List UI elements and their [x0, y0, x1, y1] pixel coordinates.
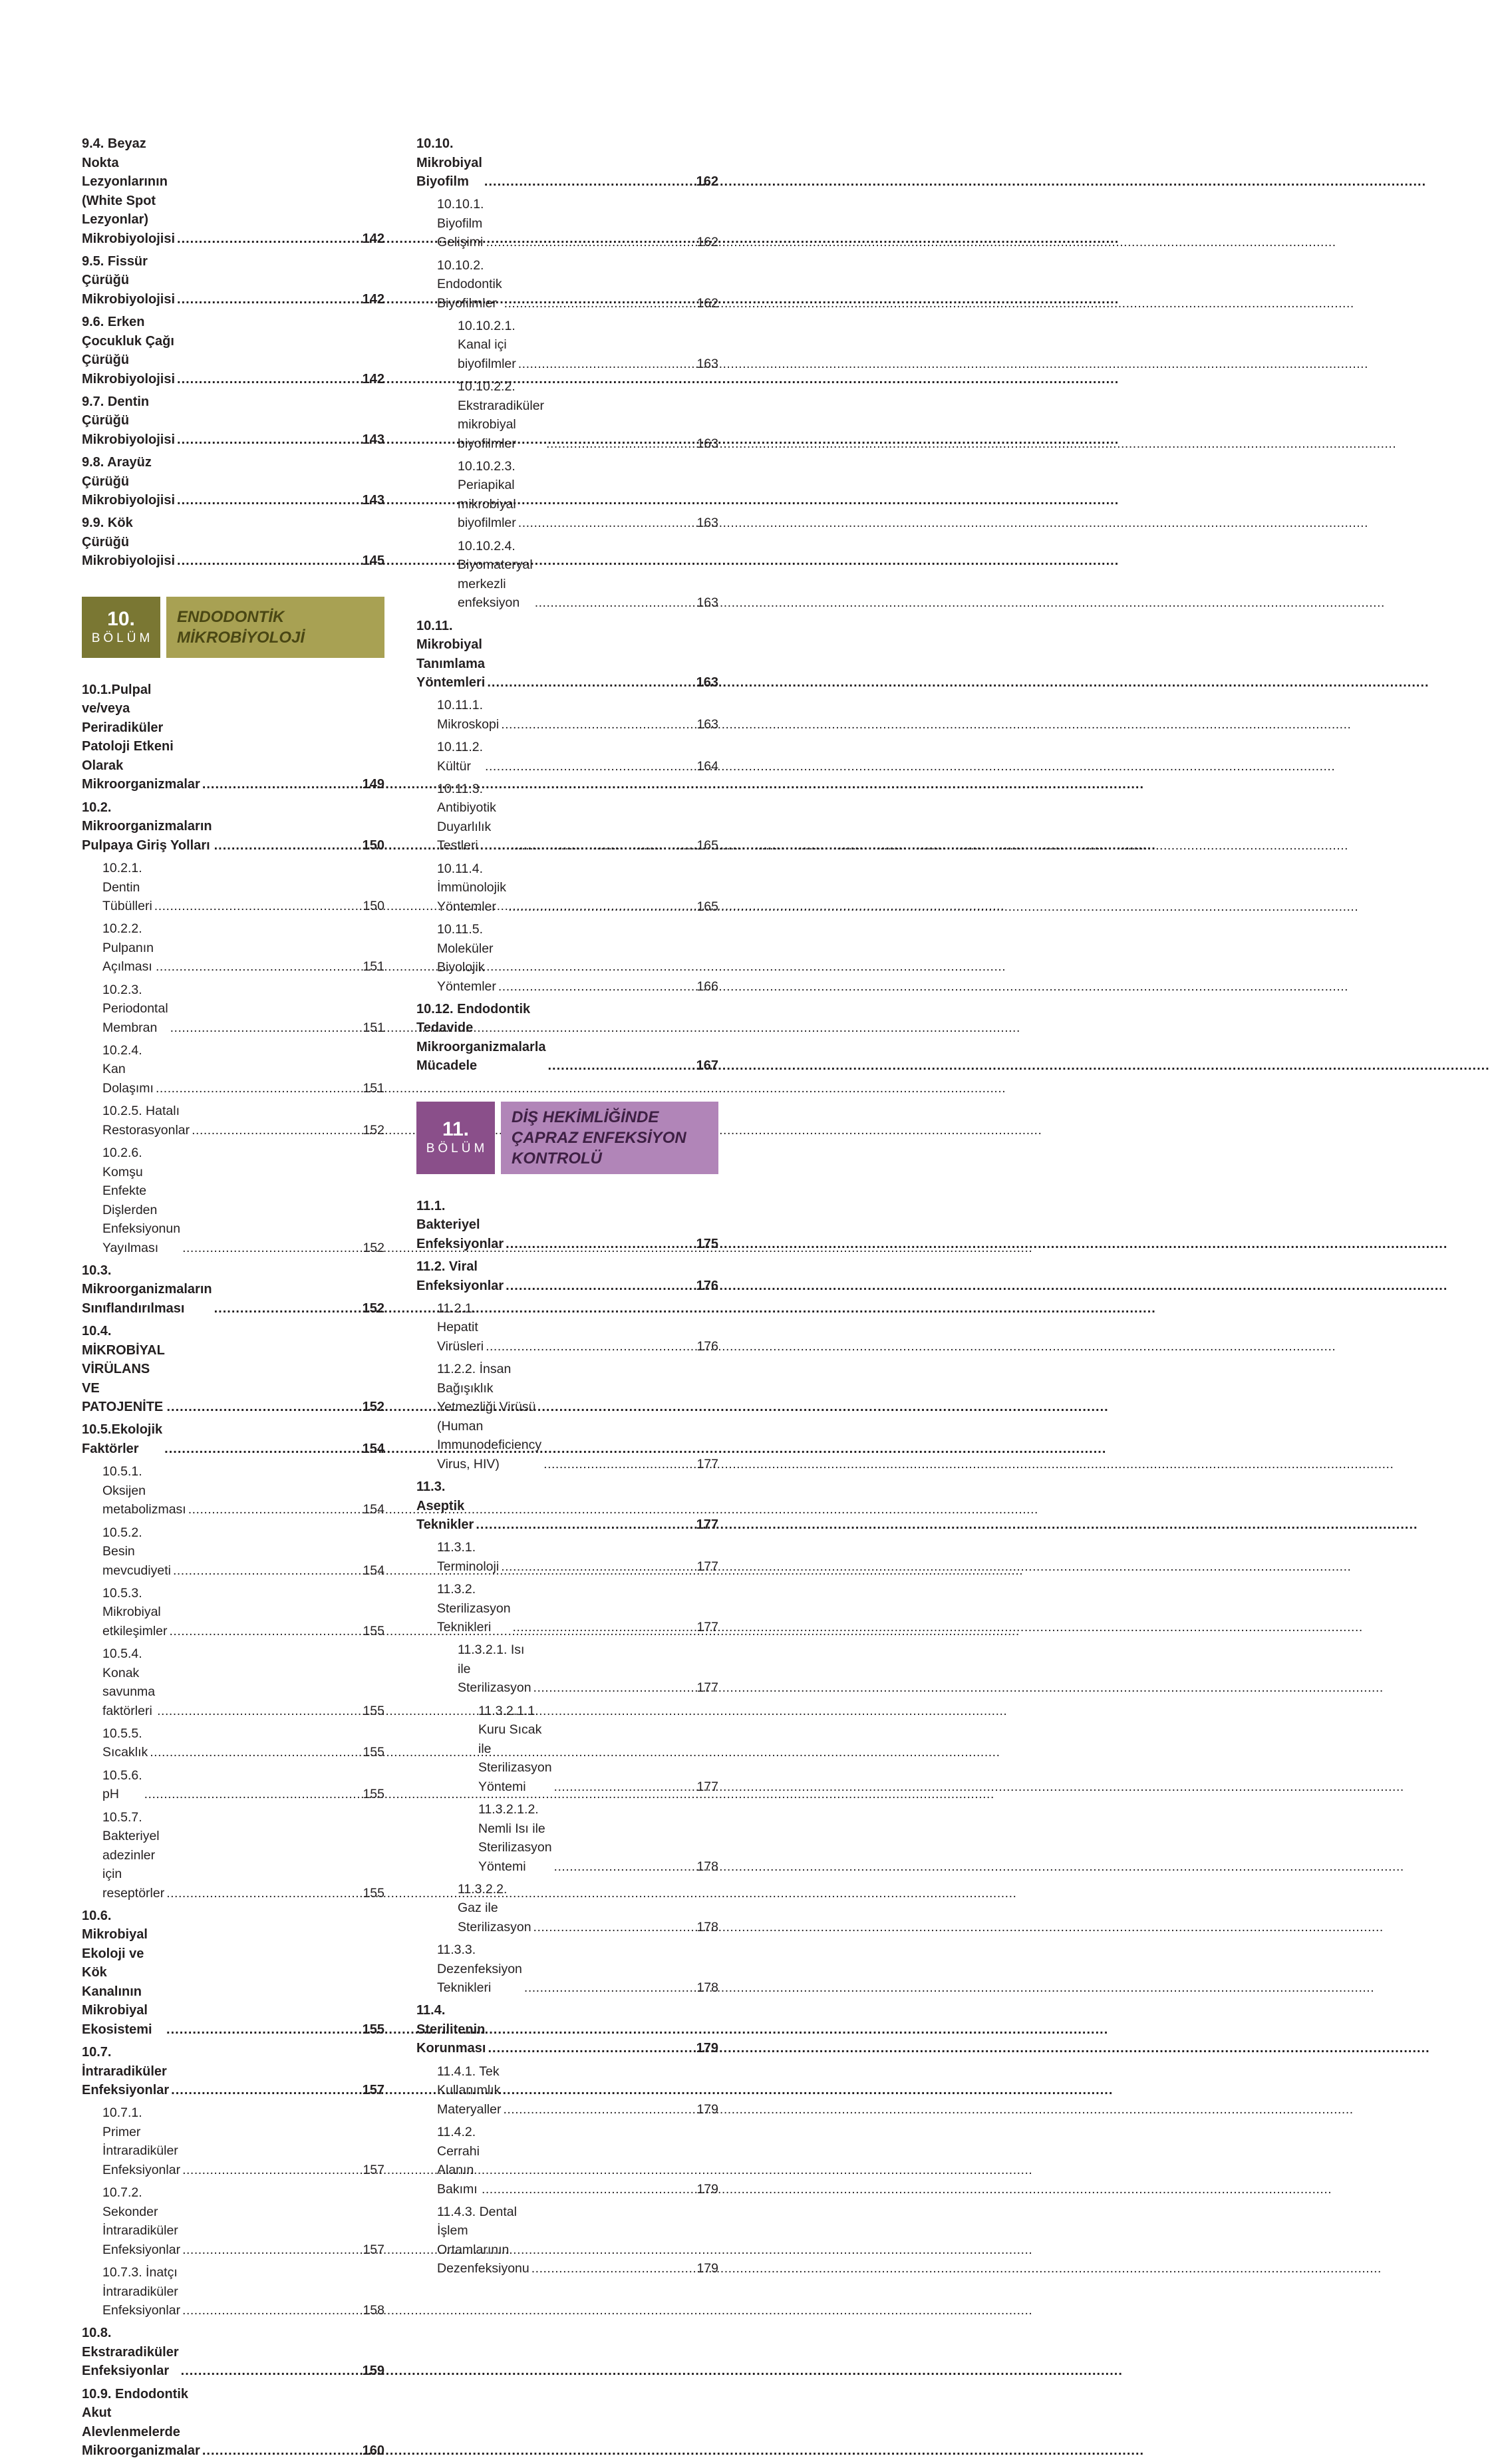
toc-page-number: 142 — [362, 231, 384, 246]
dot-leader — [484, 172, 694, 192]
toc-page-number: 165 — [696, 899, 718, 914]
toc-page-number: 145 — [362, 553, 384, 569]
toc-entry[interactable] — [82, 252, 384, 309]
dot-leader — [181, 2362, 361, 2381]
toc-page-number: 155 — [363, 1745, 384, 1760]
toc-page-number: 166 — [696, 979, 718, 994]
toc-page-number: 176 — [696, 1278, 718, 1293]
toc-entry[interactable] — [416, 1940, 718, 1998]
toc-entry[interactable] — [416, 2001, 718, 2058]
dot-leader — [157, 1702, 361, 1721]
toc-page-number: 177 — [696, 1779, 718, 1794]
toc-page-number: 163 — [696, 436, 718, 451]
toc-entry[interactable] — [82, 859, 384, 916]
toc-entry[interactable] — [82, 2183, 384, 2259]
dot-leader — [177, 290, 361, 309]
dot-leader — [503, 2100, 694, 2119]
toc-entry-title: 10.11.1. Mikroskopi — [437, 698, 500, 732]
dot-leader — [166, 1884, 361, 1903]
toc-page-number: 163 — [696, 356, 718, 371]
dot-leader — [531, 2259, 695, 2278]
toc-entry-title: 9.9. Kök Çürüğü Mikrobiyolojisi — [82, 516, 176, 569]
toc-entry[interactable] — [82, 1808, 384, 1903]
dot-leader — [535, 593, 695, 613]
toc-page-number: 155 — [363, 1623, 384, 1638]
toc-entry[interactable] — [416, 780, 718, 855]
toc-page-number: 162 — [696, 235, 718, 250]
toc-entry[interactable] — [416, 1197, 718, 1254]
toc-entry[interactable] — [82, 1144, 384, 1257]
toc-entry-title: 10.11.3. Antibiyotik Duyarlılık Testleri — [437, 781, 496, 853]
toc-page-number: 162 — [696, 174, 718, 189]
toc-page-number: 177 — [696, 1680, 718, 1696]
toc-entry[interactable] — [416, 920, 718, 996]
dot-leader — [546, 434, 694, 454]
toc-entry[interactable] — [82, 134, 384, 248]
toc-page-number: 159 — [362, 2364, 384, 2379]
toc-page-number: 150 — [362, 838, 384, 853]
chapter-title-line: MİKROBİYOLOJİ — [177, 628, 305, 647]
toc-entry[interactable] — [416, 1360, 718, 1473]
toc-entry-title: 10.7.2. Sekonder İntraradiküler Enfeksiyonlar — [102, 2185, 181, 2257]
toc-entry[interactable] — [416, 1580, 718, 1637]
dot-leader — [486, 1337, 694, 1356]
dot-leader — [504, 294, 695, 313]
toc-entry[interactable] — [416, 1702, 718, 1797]
toc-entry[interactable] — [416, 457, 718, 533]
toc-entry-title: 10.2. Mikroorganizmaların Pulpaya Giriş Yolları — [82, 800, 212, 853]
toc-page-number: 152 — [362, 1301, 384, 1316]
dot-leader — [524, 1978, 695, 1998]
toc-page-number: 157 — [363, 2162, 384, 2177]
toc-entry-title: 9.6. Erken Çocukluk Çağı Çürüğü Mikrobiyolojisi — [82, 315, 176, 386]
toc-entry-title: 11.3.2.2. Gaz ile Sterilizasyon — [458, 1881, 531, 1934]
toc-page-number: 155 — [363, 1703, 384, 1718]
toc-entry[interactable] — [82, 2103, 384, 2179]
dot-leader — [166, 2020, 361, 2040]
toc-page-number: 158 — [363, 2303, 384, 2318]
toc-page-number: 163 — [696, 595, 718, 611]
toc-page-number: 152 — [363, 1240, 384, 1255]
toc-entry-title: 10.9. Endodontik Akut Alevlenmelerde Mikroorganizmalar — [82, 2386, 200, 2459]
dot-leader — [533, 1918, 695, 1937]
toc-group — [416, 1197, 718, 2278]
toc-entry[interactable] — [82, 1462, 384, 1519]
toc-entry[interactable] — [416, 2123, 718, 2199]
toc-entry-title: 10.6. Mikrobiyal Ekoloji ve Kök Kanalının Mikrobiyal Ekosistemi — [82, 1908, 152, 2037]
dot-leader — [164, 1440, 360, 1459]
toc-entry[interactable] — [416, 1538, 718, 1576]
chapter-word: BÖLÜM — [426, 1142, 488, 1156]
dot-leader — [554, 1777, 695, 1797]
toc-entry-title: 11.3.2. Sterilizasyon Teknikleri — [437, 1582, 511, 1635]
toc-entry-title: 10.10.1. Biyofilm Gelişimi — [437, 197, 484, 250]
toc-page-number: 177 — [696, 1517, 718, 1533]
toc-entry-title: 10.11. Mikrobiyal Tanımlama Yöntemleri — [416, 618, 486, 691]
toc-page-number: 178 — [696, 1859, 718, 1874]
toc-entry-title: 10.1.Pulpal ve/veya Periradiküler Patoloji Etkeni Olarak Mikroorganizmalar — [82, 682, 200, 792]
dot-leader — [182, 2161, 361, 2180]
dot-leader — [170, 1018, 361, 1038]
toc-page-number: 179 — [696, 2101, 718, 2117]
chapter-number: 10. — [107, 607, 135, 630]
toc-entry-title: 10.10.2.2. Ekstraradiküler mikrobiyal biyofilmler — [458, 379, 545, 451]
dot-leader — [488, 2039, 694, 2058]
toc-entry-title: 10.5.Ekolojik Faktörler — [82, 1422, 163, 1456]
toc-entry-title: 11.4.3. Dental İşlem Ortamlarının Dezenfeksiyonu — [437, 2204, 529, 2276]
toc-entry[interactable] — [82, 1261, 384, 1318]
dot-leader — [214, 836, 361, 855]
toc-entry[interactable] — [416, 256, 718, 313]
toc-column-right — [416, 134, 718, 2282]
toc-entry[interactable] — [82, 1041, 384, 1098]
toc-page-number: 179 — [696, 2041, 718, 2056]
toc-entry-title: 11.4.1. Tek Kullanımlık Materyaller — [437, 2064, 502, 2117]
toc-entry[interactable] — [82, 2385, 384, 2461]
toc-entry[interactable] — [416, 1257, 718, 1295]
dot-leader — [518, 514, 695, 533]
toc-entry[interactable] — [82, 453, 384, 510]
toc-entry[interactable] — [82, 981, 384, 1038]
toc-entry-title: 11.3. Aseptik Teknikler — [416, 1479, 474, 1533]
toc-entry-title: 11.3.2.1. Isı ile Sterilizasyon — [458, 1642, 531, 1696]
toc-entry-title: 10.10.2.4. Biyomateryal merkezli enfeksiyon — [458, 538, 533, 611]
toc-page-number: 163 — [696, 516, 718, 531]
toc-entry-title: 10.7.3. İnatçı İntraradiküler Enfeksiyonlar — [102, 2265, 181, 2318]
toc-page-number: 178 — [696, 1919, 718, 1934]
toc-entry-title: 9.5. Fissür Çürüğü Mikrobiyolojisi — [82, 253, 176, 307]
toc-entry-title: 9.7. Dentin Çürüğü Mikrobiyolojisi — [82, 394, 176, 447]
toc-entry[interactable] — [416, 317, 718, 374]
toc-column-left — [82, 134, 384, 2464]
chapter-title-line: ÇAPRAZ ENFEKSİYON — [512, 1128, 686, 1147]
dot-leader — [177, 491, 361, 510]
dot-leader — [533, 1678, 695, 1698]
dot-leader — [501, 1557, 694, 1577]
toc-entry-title: 10.2.5. Hatalı Restorasyonlar — [102, 1104, 190, 1138]
toc-entry-title: 11.3.3. Dezenfeksiyon Teknikleri — [437, 1942, 522, 1996]
toc-entry-title: 10.11.5. Moleküler Biyolojik Yöntemler — [437, 922, 496, 994]
toc-entry[interactable] — [82, 1584, 384, 1641]
toc-entry-title: 11.4.2. Cerrahi Alanın Bakımı — [437, 2125, 480, 2197]
toc-entry[interactable] — [416, 134, 718, 192]
toc-page-number: 149 — [362, 777, 384, 792]
chapter-title-line: DİŞ HEKİMLİĞİNDE — [512, 1108, 659, 1126]
toc-entry[interactable] — [416, 738, 718, 776]
toc-entry-title: 11.3.1. Terminoloji — [437, 1540, 500, 1574]
toc-entry-title: 10.7.1. Primer İntraradiküler Enfeksiyonlar — [102, 2105, 181, 2177]
toc-entry-title: 10.10.2. Endodontik Biyofilmler — [437, 257, 502, 311]
dot-leader — [144, 1785, 361, 1804]
toc-page-number: 150 — [363, 899, 384, 914]
toc-entry-title: 10.10.2.1. Kanal içi biyofilmler — [458, 318, 516, 371]
toc-page-number: 163 — [696, 675, 718, 691]
dot-leader — [513, 1618, 695, 1637]
toc-page-number: 152 — [362, 1400, 384, 1415]
chapter-number-box — [416, 1102, 495, 1174]
dot-leader — [188, 1500, 361, 1519]
toc-entry[interactable] — [416, 537, 718, 613]
dot-leader — [501, 715, 694, 734]
dot-leader — [182, 2301, 361, 2320]
toc-entry-title: 10.5.5. Sıcaklık — [102, 1726, 148, 1760]
dot-leader — [166, 1398, 360, 1417]
toc-entry-title: 10.2.1. Dentin Tübülleri — [102, 861, 152, 914]
toc-entry[interactable] — [416, 859, 718, 917]
toc-entry-title: 11.4. Sterilitenin Korunması — [416, 2003, 486, 2056]
dot-leader — [156, 1079, 361, 1098]
toc-entry-title: 9.8. Arayüz Çürüğü Mikrobiyolojisi — [82, 455, 176, 508]
chapter-title[interactable] — [166, 597, 384, 658]
toc-entry-title: 10.5.4. Konak savunma faktörleri — [102, 1646, 156, 1718]
toc-entry[interactable] — [416, 1880, 718, 1937]
dot-leader — [202, 775, 361, 794]
dot-leader — [498, 836, 695, 855]
toc-entry[interactable] — [416, 1640, 718, 1698]
toc-entry-title: 10.5.1. Oksijen metabolizması — [102, 1464, 186, 1517]
dot-leader — [173, 1561, 361, 1581]
dot-leader — [506, 1235, 694, 1254]
dot-leader — [171, 2081, 360, 2100]
dot-leader — [154, 897, 361, 916]
chapter-number-box — [82, 597, 160, 658]
toc-entry-title: 10.7. İntraradiküler Enfeksiyonlar — [82, 2045, 170, 2098]
toc-entry-title: 10.2.6. Komşu Enfekte Dişlerden Enfeksiyonun Yayılması — [102, 1146, 181, 1255]
dot-leader — [543, 1455, 694, 1474]
toc-group — [82, 134, 384, 571]
toc-page-number: 163 — [696, 716, 718, 732]
toc-page-number: 143 — [362, 432, 384, 447]
toc-entry[interactable] — [82, 1322, 384, 1417]
toc-entry[interactable] — [416, 1477, 718, 1535]
toc-entry-title: 9.4. Beyaz Nokta Lezyonlarının (White Spot Lezyonlar) Mikrobiyolojisi — [82, 136, 176, 246]
chapter-title-line: ENDODONTİK — [177, 607, 285, 626]
dot-leader — [508, 897, 694, 917]
toc-entry-title: 10.10. Mikrobiyal Biyofilm — [416, 136, 482, 189]
chapter-word: BÖLÜM — [91, 631, 154, 645]
toc-entry-title: 10.2.3. Periodontal Membran — [102, 982, 168, 1035]
toc-page-number: 151 — [363, 959, 384, 975]
toc-entry[interactable] — [82, 2043, 384, 2100]
toc-page-number: 179 — [696, 2181, 718, 2197]
toc-entry-title: 10.11.4. İmmünolojik Yöntemler — [437, 861, 507, 914]
dot-leader — [486, 233, 694, 252]
toc-entry[interactable] — [82, 392, 384, 450]
dot-leader — [177, 430, 361, 450]
toc-entry[interactable] — [416, 617, 718, 693]
toc-entry[interactable] — [416, 1800, 718, 1876]
toc-entry-title: 10.4. MİKROBİYAL VİRÜLANS VE PATOJENİTE — [82, 1324, 165, 1415]
toc-entry-title: 11.1. Bakteriyel Enfeksiyonlar — [416, 1198, 504, 1251]
dot-leader — [177, 230, 361, 249]
toc-entry-title: 10.8. Ekstraradiküler Enfeksiyonlar — [82, 2326, 179, 2379]
toc-entry[interactable] — [82, 1523, 384, 1581]
toc-entry[interactable] — [82, 514, 384, 571]
toc-page-number: 165 — [696, 838, 718, 853]
dot-leader — [202, 2441, 361, 2461]
toc-entry[interactable] — [82, 1420, 384, 1458]
toc-entry[interactable] — [82, 1644, 384, 1720]
toc-entry-title: 10.10.2.3. Periapikal mikrobiyal biyofilmler — [458, 458, 516, 531]
toc-entry[interactable] — [82, 313, 384, 388]
toc-page-number: 162 — [696, 295, 718, 311]
toc-page-number: 154 — [363, 1563, 384, 1578]
toc-entry[interactable] — [82, 2263, 384, 2320]
dot-leader — [150, 1743, 361, 1762]
dot-leader — [506, 1277, 694, 1296]
toc-page-number: 177 — [696, 1456, 718, 1471]
toc-page-number: 179 — [696, 2261, 718, 2276]
toc-entry[interactable] — [82, 1102, 384, 1140]
toc-entry[interactable] — [416, 696, 718, 734]
toc-page-number: 167 — [696, 1058, 718, 1074]
dot-leader — [487, 673, 694, 693]
dot-leader — [554, 1857, 695, 1877]
toc-page-number: 154 — [363, 1502, 384, 1517]
toc-page-number: 151 — [363, 1080, 384, 1096]
dot-leader — [170, 1622, 361, 1641]
toc-page-number: 178 — [696, 1980, 718, 1996]
toc-page-number: 151 — [363, 1020, 384, 1035]
toc-entry[interactable] — [416, 1000, 718, 1076]
toc-group — [416, 134, 718, 1076]
toc-entry[interactable] — [82, 798, 384, 855]
dot-leader — [518, 355, 695, 374]
toc-entry-title: 11.2. Viral Enfeksiyonlar — [416, 1259, 504, 1293]
toc-entry-title: 10.2.4. Kan Dolaşımı — [102, 1042, 154, 1096]
toc-entry[interactable] — [82, 1766, 384, 1804]
dot-leader — [182, 2240, 361, 2260]
toc-entry-title: 11.3.2.1.1. Kuru Sıcak ile Sterilizasyon Yöntemi — [478, 1703, 552, 1794]
toc-entry-title: 10.5.6. pH — [102, 1768, 142, 1802]
toc-entry-title: 10.5.7. Bakteriyel adezinler için reseptörler — [102, 1809, 165, 1901]
toc-page-number: 157 — [362, 2083, 384, 2098]
toc-entry[interactable] — [416, 195, 718, 252]
dot-leader — [177, 370, 361, 389]
toc-entry[interactable] — [416, 377, 718, 453]
chapter-number: 11. — [442, 1118, 470, 1141]
toc-entry-title: 10.11.2. Kültür — [437, 740, 484, 774]
toc-entry[interactable] — [82, 2324, 384, 2381]
dot-leader — [192, 1121, 361, 1140]
toc-entry-title: 11.3.2.1.2. Nemli Isı ile Sterilizasyon Yöntemi — [478, 1802, 552, 1874]
chapter-11-header — [416, 1102, 718, 1174]
toc-entry[interactable] — [82, 919, 384, 977]
toc-page-number: 160 — [362, 2443, 384, 2459]
dot-leader — [177, 551, 361, 571]
toc-entry[interactable] — [82, 681, 384, 794]
toc-entry[interactable] — [416, 1299, 718, 1356]
toc-group — [82, 681, 384, 2461]
dot-leader — [214, 1299, 361, 1318]
toc-page-number: 155 — [362, 2022, 384, 2037]
toc-page-number: 142 — [362, 291, 384, 307]
toc-entry-title: 10.12. Endodontik Tedavide Mikroorganizmalarla Mücadele — [416, 1001, 546, 1074]
toc-page-number: 175 — [696, 1236, 718, 1251]
toc-entry[interactable] — [82, 1724, 384, 1762]
toc-entry-title: 10.3. Mikroorganizmaların Sınıflandırılması — [82, 1263, 212, 1316]
dot-leader — [156, 957, 361, 977]
toc-entry-title: 10.2.2. Pulpanın Açılması — [102, 921, 154, 975]
dot-leader — [485, 757, 694, 776]
toc-entry[interactable] — [82, 1907, 384, 2040]
toc-entry-title: 10.5.3. Mikrobiyal etkileşimler — [102, 1585, 168, 1638]
toc-entry[interactable] — [416, 2062, 718, 2119]
dot-leader — [476, 1515, 694, 1535]
chapter-title[interactable] — [501, 1102, 718, 1174]
toc-page-number: 164 — [696, 758, 718, 774]
toc-page-number: 157 — [363, 2242, 384, 2257]
toc-page-number: 176 — [696, 1338, 718, 1354]
chapter-10-header — [82, 597, 384, 658]
toc-entry-title: 10.5.2. Besin mevcudiyeti — [102, 1525, 171, 1578]
toc-page-number: 142 — [362, 371, 384, 386]
toc-page-number: 152 — [363, 1122, 384, 1138]
toc-entry[interactable] — [416, 2203, 718, 2278]
toc-page-number: 155 — [363, 1787, 384, 1802]
dot-leader — [498, 977, 695, 997]
toc-page-number: 177 — [696, 1559, 718, 1574]
toc-page-number: 143 — [362, 493, 384, 508]
toc-page-number: 155 — [363, 1885, 384, 1901]
toc-entry-title: 11.2.1. Hepatit Virüsleri — [437, 1301, 484, 1354]
dot-leader — [182, 1239, 361, 1258]
dot-leader — [482, 2180, 695, 2199]
toc-entry-title: 11.2.2. İnsan Bağışıklık Yetmezliği Virüsü (Human Immunodeficiency Virus, HIV) — [437, 1362, 542, 1471]
chapter-title-line: KONTROLÜ — [512, 1149, 602, 1167]
dot-leader — [548, 1056, 694, 1076]
toc-page-number: 177 — [696, 1620, 718, 1635]
toc-page-number: 154 — [362, 1441, 384, 1456]
